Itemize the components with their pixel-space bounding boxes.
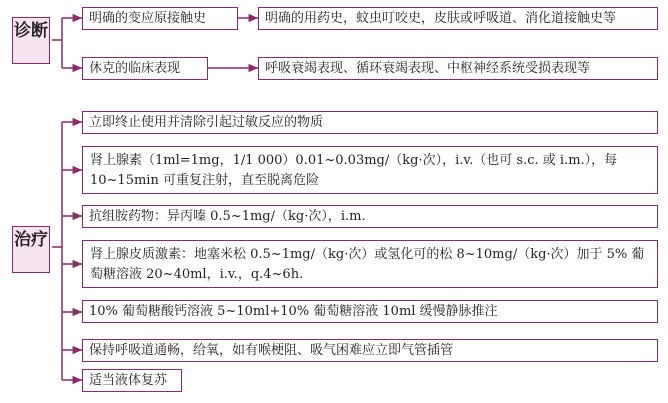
treatment-item-epinephrine: 肾上腺素（1ml=1mg，1/1 000）0.01~0.03mg/（kg·次），i.v.（也可 s.c. 或 i.m.），每 10~15min 可重复注射，直至脱离危险 [82,146,658,194]
treatment-item-antihistamine: 抗组胺药物：异丙嗪 0.5~1mg/（kg·次），i.m. [82,205,658,228]
diagnosis-detail-shock-signs: 呼吸衰竭表现、循环衰竭表现、中枢神经系统受损表现等 [258,57,658,80]
treatment-item-stop-exposure: 立即终止使用并清除引起过敏反应的物质 [82,111,658,134]
treatment-label: 治疗 [12,226,50,273]
diagnosis-branch-allergen-history: 明确的变应原接触史 [82,7,238,30]
diagnosis-branch-shock-signs: 休克的临床表现 [82,57,208,80]
treatment-item-corticosteroid: 肾上腺皮质激素：地塞米松 0.5~1mg/（kg·次）或氢化可的松 8~10mg/（kg·次）加于 5% 葡萄糖溶液 20~40ml，i.v.，q.4~6h. [82,240,658,288]
treatment-item-calcium-gluconate: 10% 葡萄糖酸钙溶液 5~10ml+10% 葡萄糖溶液 10ml 缓慢静脉推注 [82,300,658,323]
diagnosis-label: 诊断 [12,17,50,64]
diagnosis-trunk [52,18,62,68]
diagnosis-detail-allergen-history: 明确的用药史，蚊虫叮咬史，皮肤或呼吸道、消化道接触史等 [258,7,658,30]
treatment-trunk [52,122,62,380]
treatment-item-airway-oxygen: 保持呼吸道通畅，给氧，如有喉梗阻、吸气困难应立即气管插管 [82,339,658,362]
treatment-item-fluid-resuscitation: 适当液体复苏 [82,369,182,392]
